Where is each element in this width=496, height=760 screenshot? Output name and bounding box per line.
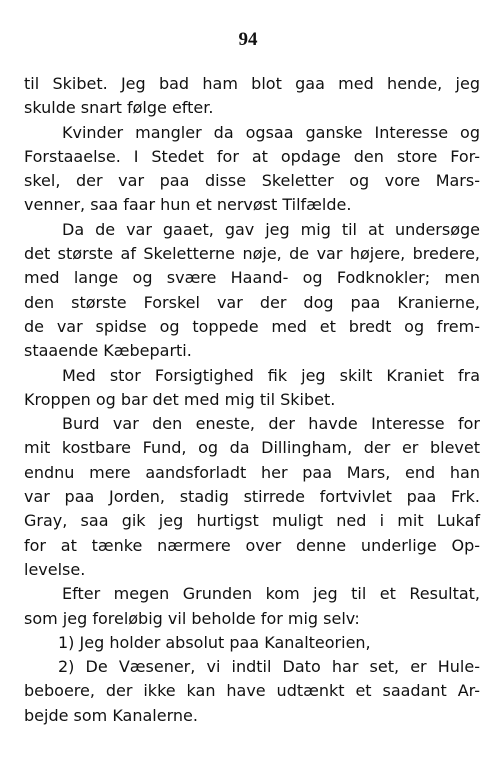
text-line: Da de var gaaet, gav jeg mig til at undersøge bbox=[62, 219, 480, 239]
text-line: det største af Skeletterne nøje, de var højere, bredere, bbox=[24, 244, 480, 264]
text-line: som jeg foreløbig vil beholde for mig selv: bbox=[24, 608, 360, 628]
text-line: Forstaaelse. I Stedet for at opdage den store For- bbox=[24, 146, 480, 166]
text-line: Kroppen og bar det med mig til Skibet. bbox=[24, 389, 336, 409]
text-line: 1) Jeg holder absolut paa Kanalteorien, bbox=[58, 632, 371, 652]
text-line: staaende Kæbeparti. bbox=[24, 341, 192, 361]
text-line: 2) De Væsener, vi indtil Dato har set, er Hule- bbox=[58, 657, 480, 677]
text-line: endnu mere aandsforladt her paa Mars, end han bbox=[24, 462, 480, 482]
text-line: bejde som Kanalerne. bbox=[24, 705, 198, 725]
text-line: for at tænke nærmere over denne underlige Op- bbox=[24, 535, 480, 555]
text-line: mit kostbare Fund, og da Dillingham, der er blevet bbox=[24, 438, 480, 458]
body-text bbox=[24, 72, 480, 728]
text-line: venner, saa faar hun et nervøst Tilfælde. bbox=[24, 195, 352, 215]
text-line: med lange og svære Haand- og Fodknokler; men bbox=[24, 268, 480, 288]
text-line: den største Forskel var der dog paa Kranierne, bbox=[24, 292, 480, 312]
text-line: levelse. bbox=[24, 559, 86, 579]
text-line: Gray, saa gik jeg hurtigst muligt ned i mit Lukaf bbox=[24, 511, 480, 531]
text-line: Efter megen Grunden kom jeg til et Resultat, bbox=[62, 584, 480, 604]
text-line: skel, der var paa disse Skeletter og vore Mars- bbox=[24, 171, 480, 191]
text-line: de var spidse og toppede med et bredt og frem- bbox=[24, 316, 480, 336]
text-line: Kvinder mangler da ogsaa ganske Interesse og bbox=[62, 122, 480, 142]
text-line: skulde snart følge efter. bbox=[24, 98, 214, 118]
text-line: var paa Jorden, stadig stirrede fortvivlet paa Frk. bbox=[24, 487, 480, 507]
text-line: til Skibet. Jeg bad ham blot gaa med hende, jeg bbox=[24, 74, 480, 93]
text-line: beboere, der ikke kan have udtænkt et saadant Ar- bbox=[24, 681, 480, 701]
text-line: Med stor Forsigtighed fik jeg skilt Kraniet fra bbox=[62, 365, 480, 385]
page-number: 94 bbox=[238, 29, 258, 50]
text-line: Burd var den eneste, der havde Interesse for bbox=[62, 414, 480, 434]
